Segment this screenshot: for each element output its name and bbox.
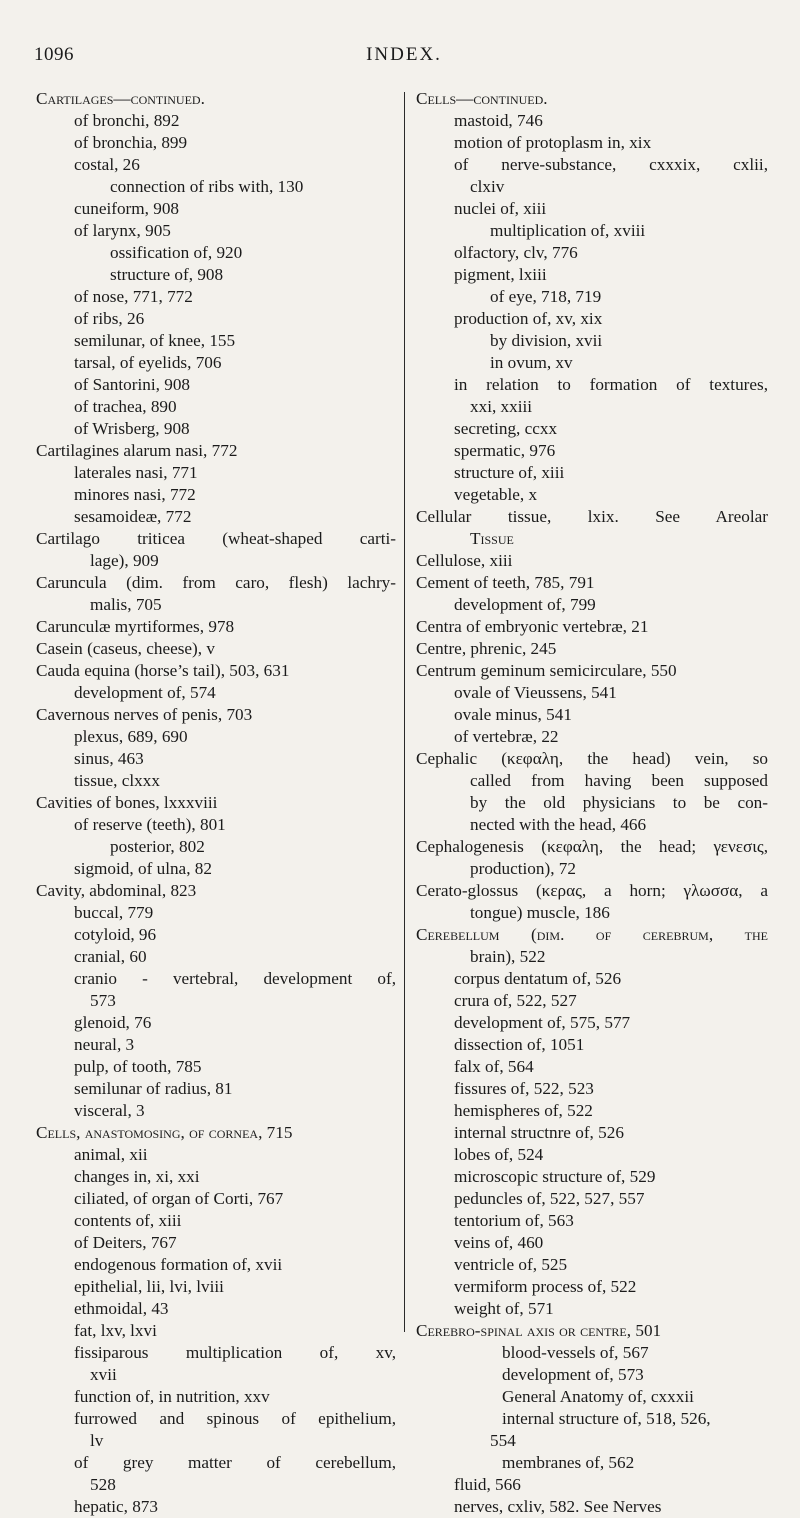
index-entry: sesamoideæ, 772 xyxy=(74,507,192,526)
index-entry: Centre, phrenic, 245 xyxy=(416,639,557,658)
index-entry: in ovum, xv xyxy=(490,353,573,372)
index-entry: laterales nasi, 771 xyxy=(74,463,198,482)
index-entry: vegetable, x xyxy=(454,485,538,504)
index-entry: sigmoid, of ulna, 82 xyxy=(74,859,212,878)
index-entry: hemispheres of, 522 xyxy=(454,1101,593,1120)
index-entry: of ribs, 26 xyxy=(74,309,145,328)
page-title: INDEX. xyxy=(366,44,442,65)
index-entry: lv xyxy=(90,1431,104,1450)
index-entry: microscopic structure of, 529 xyxy=(454,1167,656,1186)
index-entry: Cavity, abdominal, 823 xyxy=(36,881,197,900)
index-entry: cuneiform, 908 xyxy=(74,199,180,218)
index-entry: General Anatomy of, cxxxii xyxy=(502,1387,694,1406)
index-entry: secreting, ccxx xyxy=(454,419,558,438)
index-entry: ossification of, 920 xyxy=(110,243,243,262)
index-entry: nected with the head, 466 xyxy=(470,815,647,834)
index-entry: Carunculæ myrtiformes, 978 xyxy=(36,617,235,636)
index-entry: weight of, 571 xyxy=(454,1299,554,1318)
index-entry: by the old physicians to be con- xyxy=(470,793,768,812)
index-entry: structure of, 908 xyxy=(110,265,224,284)
index-entry: xxi, xxiii xyxy=(470,397,533,416)
index-entry: posterior, 802 xyxy=(110,837,205,856)
index-entry: cotyloid, 96 xyxy=(74,925,157,944)
index-entry: blood-vessels of, 567 xyxy=(502,1343,649,1362)
index-entry: ciliated, of organ of Corti, 767 xyxy=(74,1189,284,1208)
index-entry: crura of, 522, 527 xyxy=(454,991,577,1010)
index-entry: development of, 574 xyxy=(74,683,216,702)
index-entry: Casein (caseus, cheese), v xyxy=(36,639,215,658)
index-entry: cranial, 60 xyxy=(74,947,147,966)
index-entry: mastoid, 746 xyxy=(454,111,543,130)
index-entry: production of, xv, xix xyxy=(454,309,603,328)
index-entry: membranes of, 562 xyxy=(502,1453,635,1472)
index-entry: tentorium of, 563 xyxy=(454,1211,574,1230)
index-entry: Cephalogenesis (κεφαλη, the head; γενεσις, xyxy=(416,837,768,856)
index-entry: development of, 573 xyxy=(502,1365,644,1384)
index-entry: in relation to formation of textures, xyxy=(454,375,768,394)
page-header xyxy=(34,44,774,74)
index-entry: Cerato-glossus (κερας, a horn; γλωσσα, a xyxy=(416,881,768,900)
index-entry: cranio - vertebral, development of, xyxy=(74,969,396,988)
index-entry: ovale minus, 541 xyxy=(454,705,572,724)
index-entry: of Wrisberg, 908 xyxy=(74,419,190,438)
index-entry: animal, xii xyxy=(74,1145,148,1164)
index-entry: fissiparous multiplication of, xv, xyxy=(74,1343,396,1362)
index-entry: 528 xyxy=(90,1475,116,1494)
index-entry: Cells—continued. xyxy=(416,89,548,108)
index-entry: sinus, 463 xyxy=(74,749,144,768)
index-entry: Cement of teeth, 785, 791 xyxy=(416,573,595,592)
index-entry: 554 xyxy=(490,1431,516,1450)
index-entry: nerves, cxliv, 582. See Nerves xyxy=(454,1497,662,1516)
index-entry: Cellular tissue, lxix. See Areolar xyxy=(416,507,768,526)
index-column-right xyxy=(416,88,768,1518)
index-entry: dissection of, 1051 xyxy=(454,1035,585,1054)
index-entry: Cerebro-spinal axis or centre, 501 xyxy=(416,1321,662,1340)
index-entry: vermiform process of, 522 xyxy=(454,1277,637,1296)
index-entry: fat, lxv, lxvi xyxy=(74,1321,157,1340)
page-number: 1096 xyxy=(34,44,74,65)
index-entry: Cerebellum (dim. of cerebrum, the xyxy=(416,925,768,944)
index-entry: structure of, xiii xyxy=(454,463,565,482)
index-entry: development of, 575, 577 xyxy=(454,1013,631,1032)
index-entry: pigment, lxiii xyxy=(454,265,547,284)
index-entry: called from having been supposed xyxy=(470,771,768,790)
index-entry: malis, 705 xyxy=(90,595,162,614)
column-divider xyxy=(404,92,405,1332)
index-entry: ventricle of, 525 xyxy=(454,1255,568,1274)
index-entry: lobes of, 524 xyxy=(454,1145,544,1164)
index-entry: Centrum geminum semicirculare, 550 xyxy=(416,661,677,680)
index-entry: of grey matter of cerebellum, xyxy=(74,1453,396,1472)
index-entry: Cartilages—continued. xyxy=(36,89,205,108)
index-entry: of trachea, 890 xyxy=(74,397,177,416)
index-entry: minores nasi, 772 xyxy=(74,485,196,504)
index-entry: olfactory, clv, 776 xyxy=(454,243,578,262)
index-entry: plexus, 689, 690 xyxy=(74,727,188,746)
index-column-left xyxy=(36,88,396,1518)
index-entry: corpus dentatum of, 526 xyxy=(454,969,622,988)
index-entry: of Deiters, 767 xyxy=(74,1233,177,1252)
index-entry: of Santorini, 908 xyxy=(74,375,191,394)
index-entry: production), 72 xyxy=(470,859,576,878)
index-entry: Cephalic (κεφαλη, the head) vein, so xyxy=(416,749,768,768)
index-entry: connection of ribs with, 130 xyxy=(110,177,304,196)
index-entry: by division, xvii xyxy=(490,331,603,350)
index-entry: of eye, 718, 719 xyxy=(490,287,602,306)
index-entry: spermatic, 976 xyxy=(454,441,556,460)
index-entry: Cartilagines alarum nasi, 772 xyxy=(36,441,238,460)
index-entry: visceral, 3 xyxy=(74,1101,145,1120)
index-entry: Cartilago triticea (wheat-shaped carti- xyxy=(36,529,396,548)
index-entry: xvii xyxy=(90,1365,117,1384)
index-entry: lage), 909 xyxy=(90,551,159,570)
index-entry: multiplication of, xviii xyxy=(490,221,646,240)
index-entry: of nose, 771, 772 xyxy=(74,287,193,306)
index-entry: of reserve (teeth), 801 xyxy=(74,815,226,834)
index-entry: Cavities of bones, lxxxviii xyxy=(36,793,218,812)
index-entry: endogenous formation of, xvii xyxy=(74,1255,283,1274)
index-entry: of bronchia, 899 xyxy=(74,133,188,152)
index-entry: glenoid, 76 xyxy=(74,1013,152,1032)
index-entry: Cells, anastomosing, of cornea, 715 xyxy=(36,1123,293,1142)
index-entry: falx of, 564 xyxy=(454,1057,534,1076)
index-entry: nuclei of, xiii xyxy=(454,199,547,218)
index-entry: of larynx, 905 xyxy=(74,221,171,240)
index-entry: development of, 799 xyxy=(454,595,596,614)
index-entry: Cauda equina (horse’s tail), 503, 631 xyxy=(36,661,290,680)
index-entry: tissue, clxxx xyxy=(74,771,160,790)
index-entry: of bronchi, 892 xyxy=(74,111,180,130)
index-entry: ovale of Vieussens, 541 xyxy=(454,683,617,702)
index-entry: 573 xyxy=(90,991,116,1010)
index-entry: contents of, xiii xyxy=(74,1211,182,1230)
index-entry: furrowed and spinous of epithelium, xyxy=(74,1409,396,1428)
index-entry: veins of, 460 xyxy=(454,1233,544,1252)
index-entry: tarsal, of eyelids, 706 xyxy=(74,353,222,372)
index-entry: ethmoidal, 43 xyxy=(74,1299,169,1318)
index-entry: semilunar, of knee, 155 xyxy=(74,331,236,350)
index-entry: tongue) muscle, 186 xyxy=(470,903,610,922)
index-entry: Centra of embryonic vertebræ, 21 xyxy=(416,617,649,636)
index-entry: fissures of, 522, 523 xyxy=(454,1079,594,1098)
index-entry: semilunar of radius, 81 xyxy=(74,1079,233,1098)
index-entry: peduncles of, 522, 527, 557 xyxy=(454,1189,645,1208)
index-entry: costal, 26 xyxy=(74,155,140,174)
index-entry: Cavernous nerves of penis, 703 xyxy=(36,705,253,724)
index-entry: neural, 3 xyxy=(74,1035,135,1054)
index-entry: changes in, xi, xxi xyxy=(74,1167,200,1186)
index-entry: function of, in nutrition, xxv xyxy=(74,1387,270,1406)
index-entry: internal structure of, 518, 526, xyxy=(502,1409,711,1428)
index-entry: of vertebræ, 22 xyxy=(454,727,559,746)
index-entry: Cellulose, xiii xyxy=(416,551,513,570)
index-entry: clxiv xyxy=(470,177,505,196)
index-entry: pulp, of tooth, 785 xyxy=(74,1057,202,1076)
index-entry: fluid, 566 xyxy=(454,1475,521,1494)
index-entry: Tissue xyxy=(470,529,514,548)
index-entry: motion of protoplasm in, xix xyxy=(454,133,652,152)
index-entry: brain), 522 xyxy=(470,947,546,966)
index-entry: of nerve-substance, cxxxix, cxlii, xyxy=(454,155,768,174)
index-entry: internal structnre of, 526 xyxy=(454,1123,624,1142)
index-entry: epithelial, lii, lvi, lviii xyxy=(74,1277,224,1296)
index-entry: hepatic, 873 xyxy=(74,1497,158,1516)
index-entry: Caruncula (dim. from caro, flesh) lachry- xyxy=(36,573,396,592)
index-entry: buccal, 779 xyxy=(74,903,154,922)
